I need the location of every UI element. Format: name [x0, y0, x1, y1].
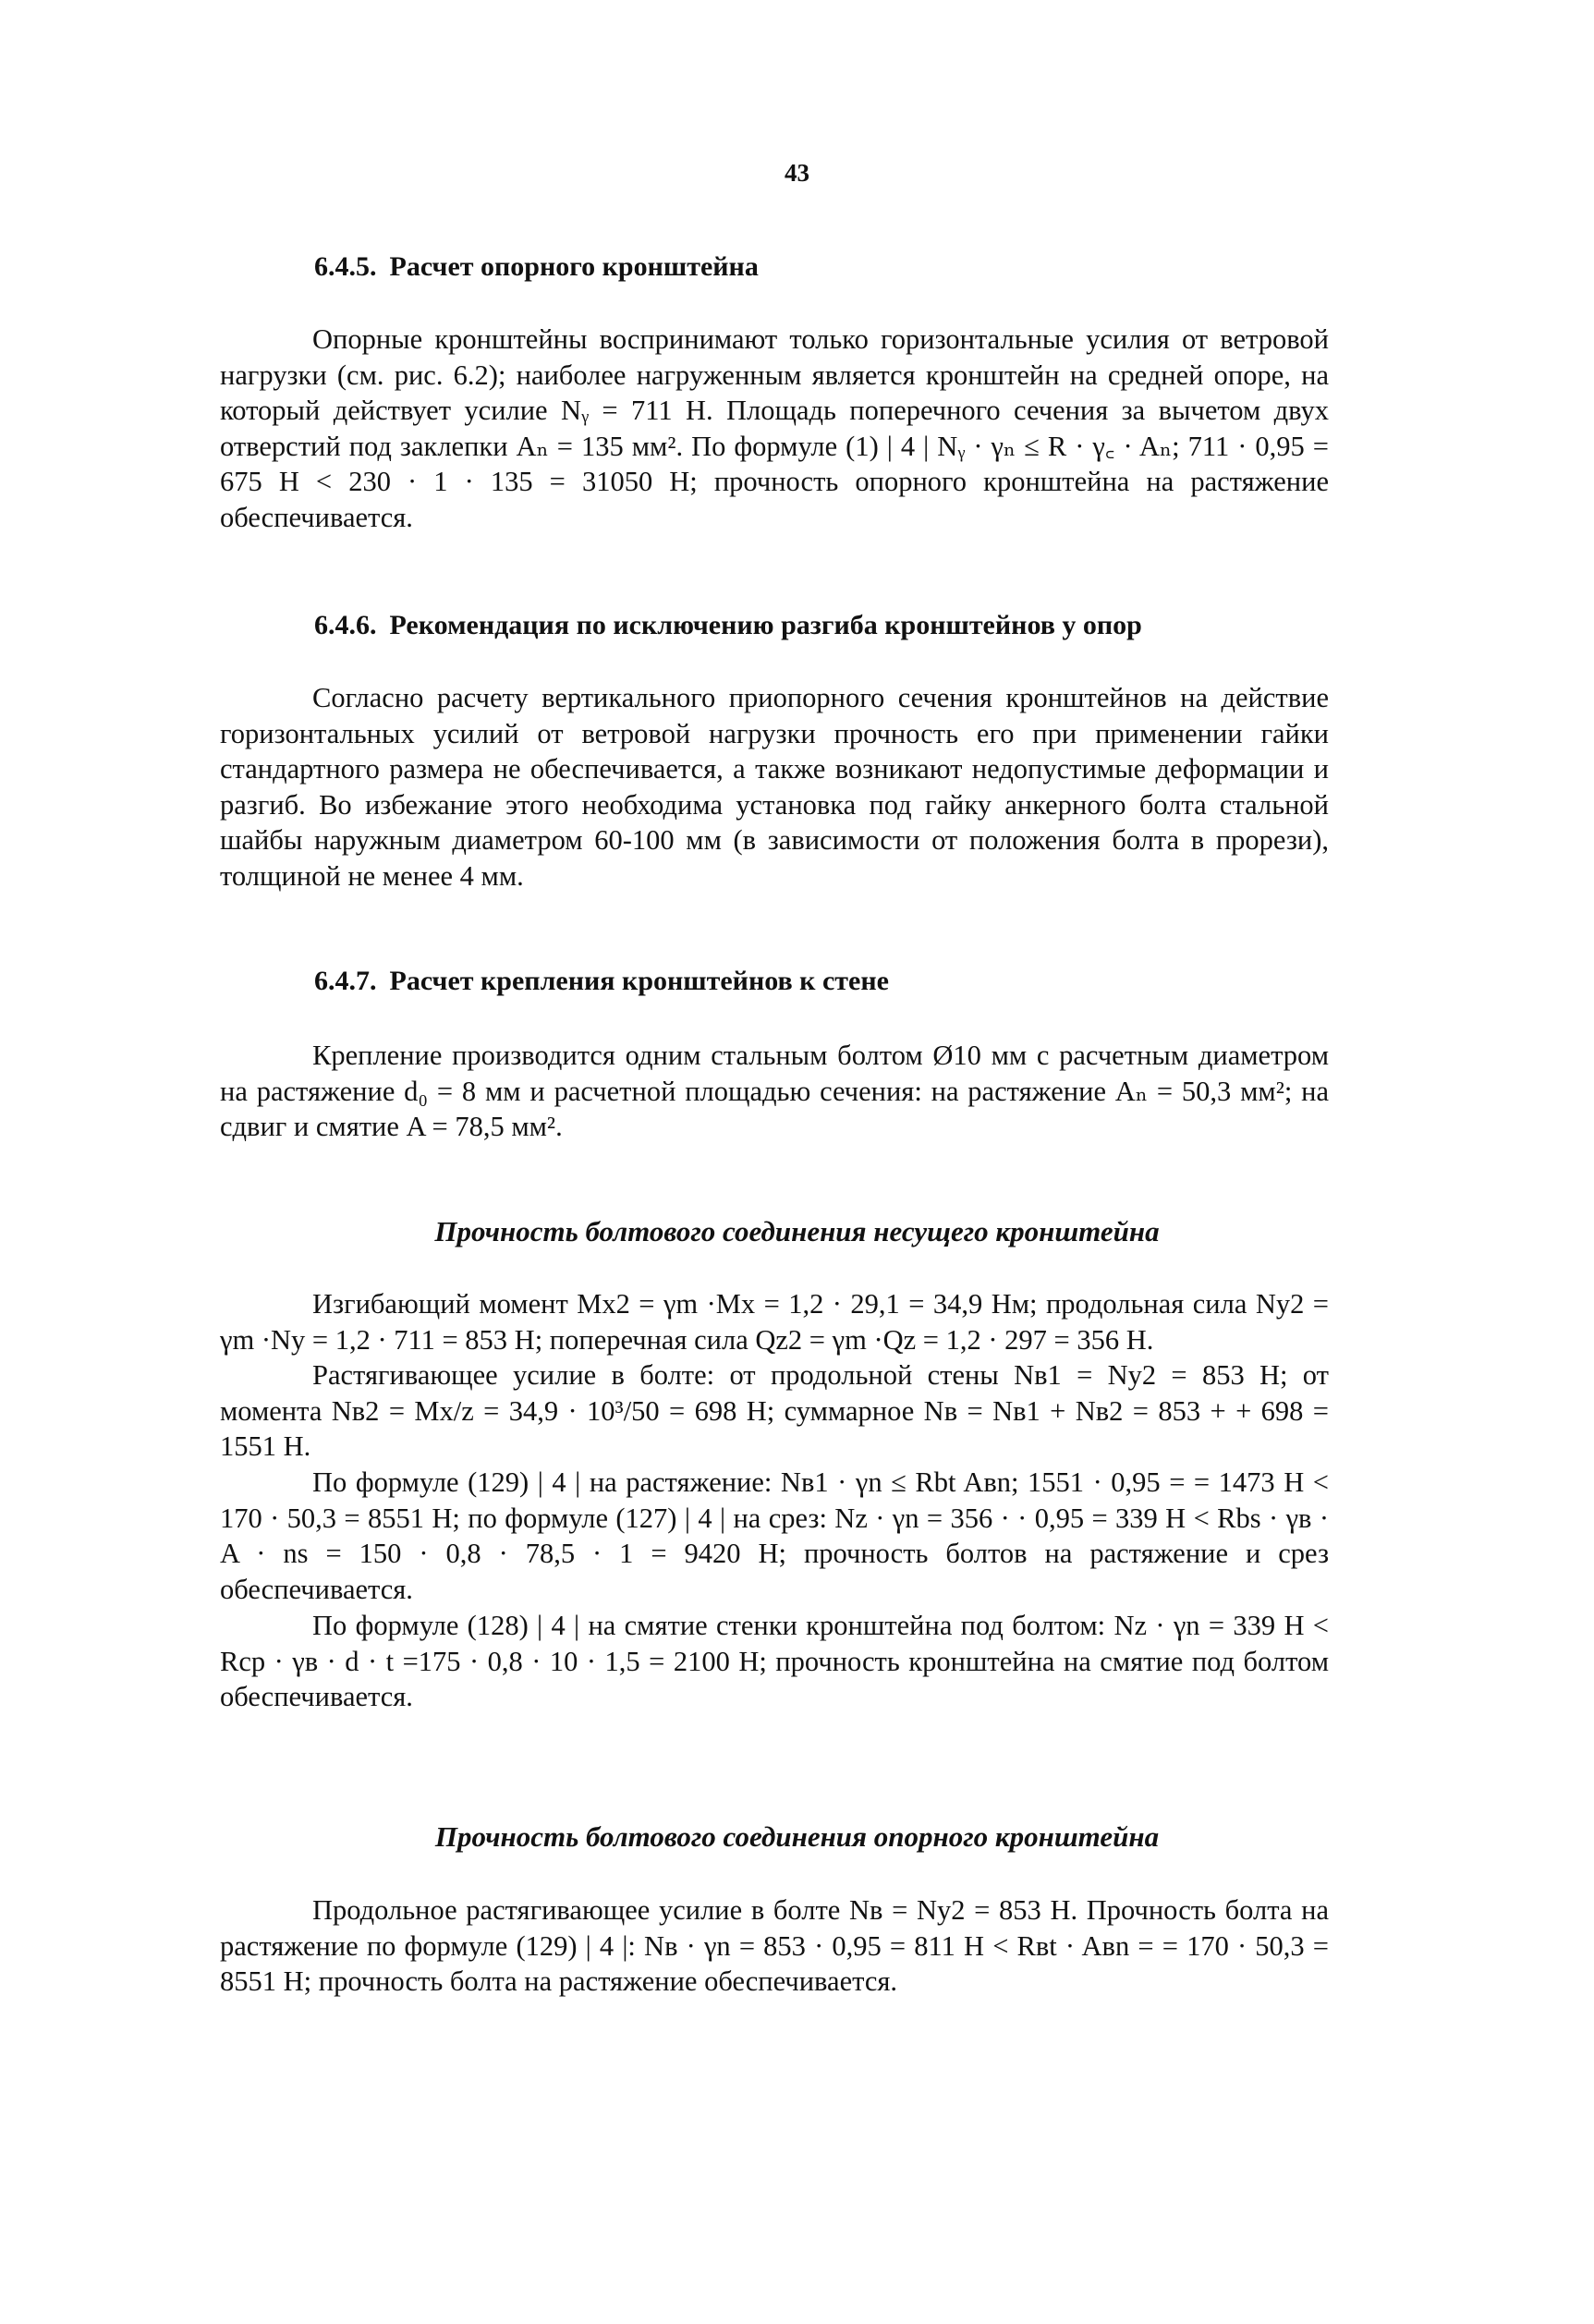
paragraph: Изгибающий момент Mx2 = γm ·Mx = 1,2 · 29,1 = 34,9 Нм; продольная сила Ny2 = γm ·Ny = 1,2 · 711 = 853 Н; поперечная сила Qz2 = γm ·Qz = 1,2 · 297 = 356 Н. — [220, 1288, 1329, 1356]
paragraph: Крепление производится одним стальным болтом Ø10 мм с расчетным диаметром на растяжение d₀ = 8 мм и расчетной площадью сечения: на растяжение Aₙ = 50,3 мм²; на сдвиг и смятие A = 78,5 мм². — [220, 1040, 1329, 1142]
paragraph: По формуле (128) | 4 | на смятие стенки кронштейна под болтом: Nz · γn = 339 Н < Rср · γв · d · t =175 · 0,8 · 10 · 1,5 = 2100 Н; прочность кронштейна на смятие под болтом обеспечивается. — [220, 1610, 1329, 1712]
subsection-title: Прочность болтового соединения опорного кронштейна — [434, 1820, 1160, 1853]
section-number: 6.4.5. — [314, 251, 377, 282]
paragraph: Продольное растягивающее усилие в болте Nв = Ny2 = 853 Н. Прочность болта на растяжение по формуле (129) | 4 |: Nв · γn = 853 · 0,95 = 811 Н < Rвt · Aвn = = 170 · 50,3 = 8551 Н; прочность болта на растяжение обеспечивается. — [220, 1894, 1329, 1997]
paragraph: Опорные кронштейны воспринимают только горизонтальные усилия от ветровой нагрузки (см. рис. 6.2); наиболее нагруженным является кронштейн на средней опоре, на который действует усилие Nᵧ = 711 Н. Площадь поперечного сечения за вычетом двух отверстий под заклепки Aₙ = 135 мм². По формуле (1) | 4 | Nᵧ · γₙ ≤ R · γ꜀ · Aₙ; 711 · 0,95 = 675 Н < 230 · 1 · 135 = 31050 Н; прочность опорного кронштейна на растяжение обеспечивается. — [220, 323, 1329, 533]
section-title: Расчет опорного кронштейна — [389, 251, 759, 282]
section-heading — [314, 610, 1142, 641]
section-title: Расчет крепления кронштейнов к стене — [389, 966, 889, 996]
section-title: Рекомендация по исключению разгиба кронштейнов у опор — [389, 610, 1142, 640]
section-heading — [314, 966, 889, 997]
paragraph: Согласно расчету вертикального приопорного сечения кронштейнов на действие горизонтальных усилий от ветровой нагрузки прочность его при применении гайки стандартного размера не обеспечивается, а также возникают недопустимые деформации и разгиб. Во избежание этого необходима установка под гайку анкерного болта стальной шайбы наружным диаметром 60-100 мм (в зависимости от положения болта в прорези), толщиной не менее 4 мм. — [220, 682, 1329, 892]
paragraph: Растягивающее усилие в болте: от продольной стены Nв1 = Ny2 = 853 Н; от момента Nв2 = Mx/z = 34,9 · 10³/50 = 698 Н; суммарное Nв = Nв1 + Nв2 = 853 + + 698 = 1551 Н. — [220, 1359, 1329, 1462]
section-number: 6.4.7. — [314, 966, 377, 996]
subsection-title: Прочность болтового соединения несущего кронштейна — [434, 1215, 1160, 1247]
section-number: 6.4.6. — [314, 610, 377, 640]
section-heading — [314, 251, 759, 283]
paragraph: По формуле (129) | 4 | на растяжение: Nв1 · γn ≤ Rbt Aвn; 1551 · 0,95 = = 1473 Н < 170 · 50,3 = 8551 Н; по формуле (127) | 4 | на срез: Nz · γn = 356 · · 0,95 = 339 Н < Rbs · γв · A · ns = 150 · 0,8 · 78,5 · 1 = 9420 Н; прочность болтов на растяжение и срез обеспечивается. — [220, 1466, 1329, 1605]
page-number: 43 — [785, 159, 809, 187]
